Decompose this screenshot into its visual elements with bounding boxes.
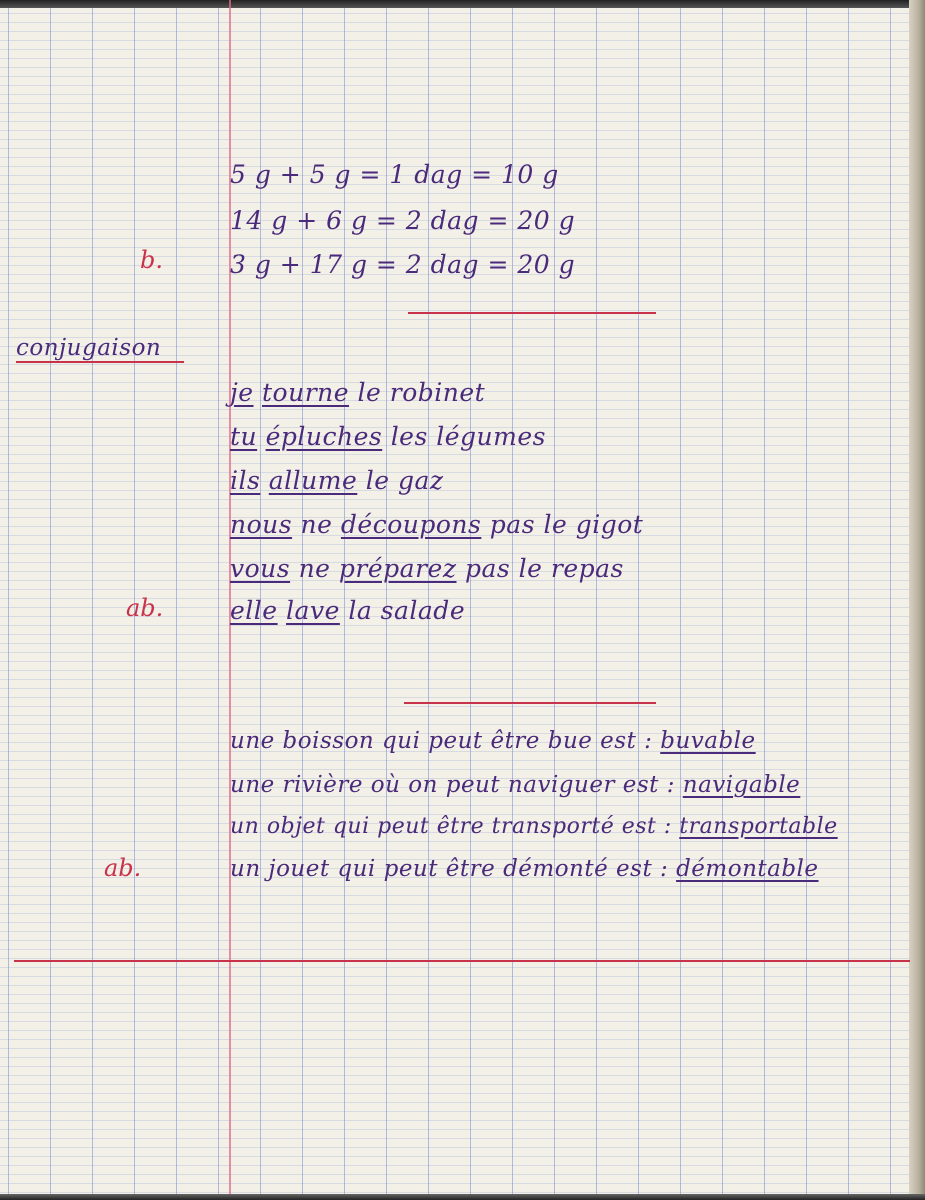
sentence: une boisson qui peut être bue est : [230,728,653,754]
page-top-edge [0,0,925,8]
complement: pas le repas [464,554,624,583]
heading-underline [16,361,184,363]
verb: lave [286,596,340,625]
verb: tourne [262,378,350,407]
adjectives-grade: ab. [104,854,142,882]
complement: la salade [348,596,466,625]
answer: buvable [660,728,756,754]
adjective-line [230,726,756,756]
conjugaison-line [230,378,485,408]
answer: démontable [676,856,819,882]
pronoun: vous [230,554,291,583]
math-line-3: 3 g + 17 g = 2 dag = 20 g [230,250,576,279]
pronoun: nous [230,510,293,539]
verb: épluches [265,422,383,451]
page-bottom-edge [0,1194,925,1200]
pronoun: ils [230,466,261,495]
complement: les légumes [390,422,546,451]
verb: découpons [340,510,482,539]
answer: transportable [679,814,838,839]
conjugaison-line [230,510,643,540]
adjective-line [230,812,838,842]
conjugaison-heading: conjugaison [16,335,162,361]
pronoun: je [230,378,254,407]
section-divider-1 [408,312,656,314]
sentence: un objet qui peut être transporté est : [230,814,672,839]
end-rule [14,960,910,962]
sentence: un jouet qui peut être démonté est : [230,856,669,882]
verb: préparez [338,554,457,583]
conjugaison-line [230,466,444,496]
conjugaison-grade: ab. [126,594,164,622]
negation: ne [300,510,333,539]
section-divider-2 [404,702,656,704]
negation: ne [298,554,331,583]
complement: le robinet [357,378,486,407]
conjugaison-line [230,554,624,584]
verb: allume [268,466,358,495]
math-line-1: 5 g + 5 g = 1 dag = 10 g [230,160,559,189]
pronoun: elle [230,596,278,625]
sentence: une rivière où on peut naviguer est : [230,772,675,798]
math-grade: b. [140,246,163,274]
math-line-2: 14 g + 6 g = 2 dag = 20 g [230,206,576,235]
conjugaison-line [230,422,546,452]
conjugaison-line [230,596,465,626]
adjective-line [230,770,800,800]
adjective-line [230,854,819,884]
complement: pas le gigot [489,510,644,539]
pronoun: tu [230,422,258,451]
answer: navigable [682,772,801,798]
complement: le gaz [365,466,444,495]
notebook-binding [909,0,925,1200]
